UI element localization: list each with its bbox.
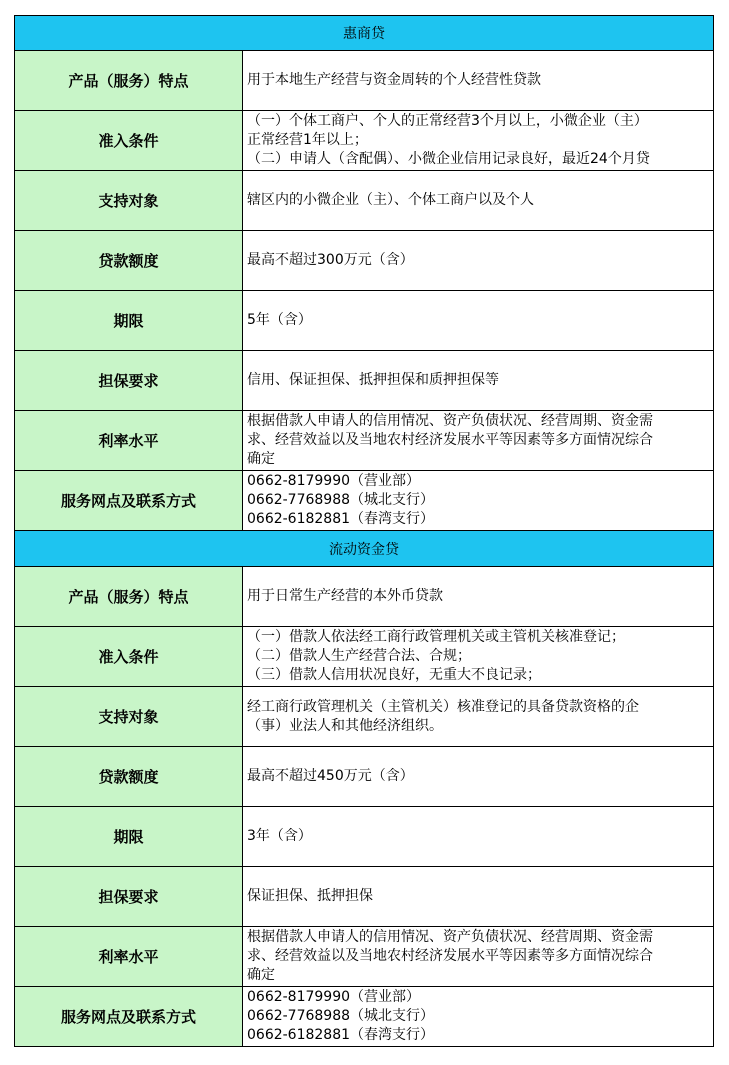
row-label: 贷款额度 — [15, 747, 243, 806]
section-title — [14, 531, 714, 567]
row-value — [243, 627, 713, 686]
value-line: 根据借款人申请人的信用情况、资产负债状况、经营周期、资金需 — [247, 413, 653, 429]
value-line: 经工商行政管理机关（主管机关）核准登记的具备贷款资格的企 — [247, 698, 639, 715]
row-label: 服务网点及联系方式 — [15, 987, 243, 1046]
row-value — [243, 567, 713, 626]
section-title-text: 流动资金贷 — [329, 541, 399, 558]
table-row — [14, 111, 714, 171]
row-label: 担保要求 — [15, 351, 243, 410]
row-value — [243, 171, 713, 230]
row-label: 支持对象 — [15, 171, 243, 230]
value-line: 0662-6182881（春湾支行） — [247, 511, 435, 527]
table-row — [14, 927, 714, 987]
value-line: 3年（含） — [247, 828, 312, 844]
row-label: 贷款额度 — [15, 231, 243, 290]
row-value — [243, 111, 713, 170]
value-line: 辖区内的小微企业（主）、个体工商户以及个人 — [247, 192, 534, 208]
row-label: 产品（服务）特点 — [15, 567, 243, 626]
section-title-text: 惠商贷 — [343, 26, 385, 42]
table-row — [14, 471, 714, 531]
value-line: 确定 — [247, 967, 275, 983]
table-row — [14, 351, 714, 411]
value-line: 正常经营1年以上； — [247, 132, 368, 148]
row-label: 准入条件 — [15, 111, 243, 170]
value-line: （三）借款人信用状况良好，无重大不良记录； — [247, 667, 541, 683]
value-line: （一）个体工商户、个人的正常经营3个月以上，小微企业（主） — [247, 113, 648, 129]
value-line: （一）借款人依法经工商行政管理机关或主管机关核准登记； — [247, 629, 625, 645]
row-value — [243, 987, 713, 1046]
row-label: 产品（服务）特点 — [15, 51, 243, 110]
section-title — [14, 15, 714, 51]
row-value — [243, 291, 713, 350]
row-value — [243, 927, 713, 986]
row-value — [243, 351, 713, 410]
value-line: 确定 — [247, 451, 275, 467]
value-line: 0662-8179990（营业部） — [247, 473, 421, 489]
value-line: 信用、保证担保、抵押担保和质押担保等 — [247, 372, 499, 388]
row-label: 利率水平 — [15, 927, 243, 986]
value-line: 0662-7768988（城北支行） — [247, 1008, 435, 1024]
value-line: （二）借款人生产经营合法、合规； — [247, 648, 471, 664]
value-line: 最高不超过450万元（含） — [247, 768, 414, 784]
row-value — [243, 51, 713, 110]
value-line: 最高不超过300万元（含） — [247, 252, 414, 268]
table-row — [14, 807, 714, 867]
loan-products-table — [14, 15, 714, 1047]
value-line: 用于日常生产经营的本外币贷款 — [247, 588, 443, 604]
value-line: 保证担保、抵押担保 — [247, 888, 373, 904]
value-line: 0662-8179990（营业部） — [247, 989, 421, 1005]
row-value — [243, 231, 713, 290]
table-row — [14, 411, 714, 471]
row-label: 服务网点及联系方式 — [15, 471, 243, 530]
row-label: 期限 — [15, 291, 243, 350]
row-value — [243, 687, 713, 746]
value-line: 求、经营效益以及当地农村经济发展水平等因素等多方面情况综合 — [247, 432, 653, 448]
row-value — [243, 747, 713, 806]
value-line: 根据借款人申请人的信用情况、资产负债状况、经营周期、资金需 — [247, 929, 653, 945]
table-row — [14, 567, 714, 627]
value-line: 求、经营效益以及当地农村经济发展水平等因素等多方面情况综合 — [247, 948, 653, 964]
row-label: 期限 — [15, 807, 243, 866]
table-row — [14, 987, 714, 1047]
row-value — [243, 807, 713, 866]
row-value — [243, 471, 713, 530]
row-value — [243, 411, 713, 470]
table-row — [14, 231, 714, 291]
table-row — [14, 687, 714, 747]
value-line: （事）业法人和其他经济组织。 — [247, 717, 443, 734]
table-row — [14, 51, 714, 111]
row-value — [243, 867, 713, 926]
row-label: 担保要求 — [15, 867, 243, 926]
row-label: 利率水平 — [15, 411, 243, 470]
value-line: 用于本地生产经营与资金周转的个人经营性贷款 — [247, 72, 541, 88]
value-line: （二）申请人（含配偶）、小微企业信用记录良好，最近24个月贷 — [247, 151, 650, 167]
row-label: 准入条件 — [15, 627, 243, 686]
table-row — [14, 747, 714, 807]
table-row — [14, 627, 714, 687]
value-line: 0662-6182881（春湾支行） — [247, 1027, 435, 1043]
row-label: 支持对象 — [15, 687, 243, 746]
table-row — [14, 291, 714, 351]
table-row — [14, 171, 714, 231]
value-line: 0662-7768988（城北支行） — [247, 492, 435, 508]
value-line: 5年（含） — [247, 312, 312, 328]
table-row — [14, 867, 714, 927]
